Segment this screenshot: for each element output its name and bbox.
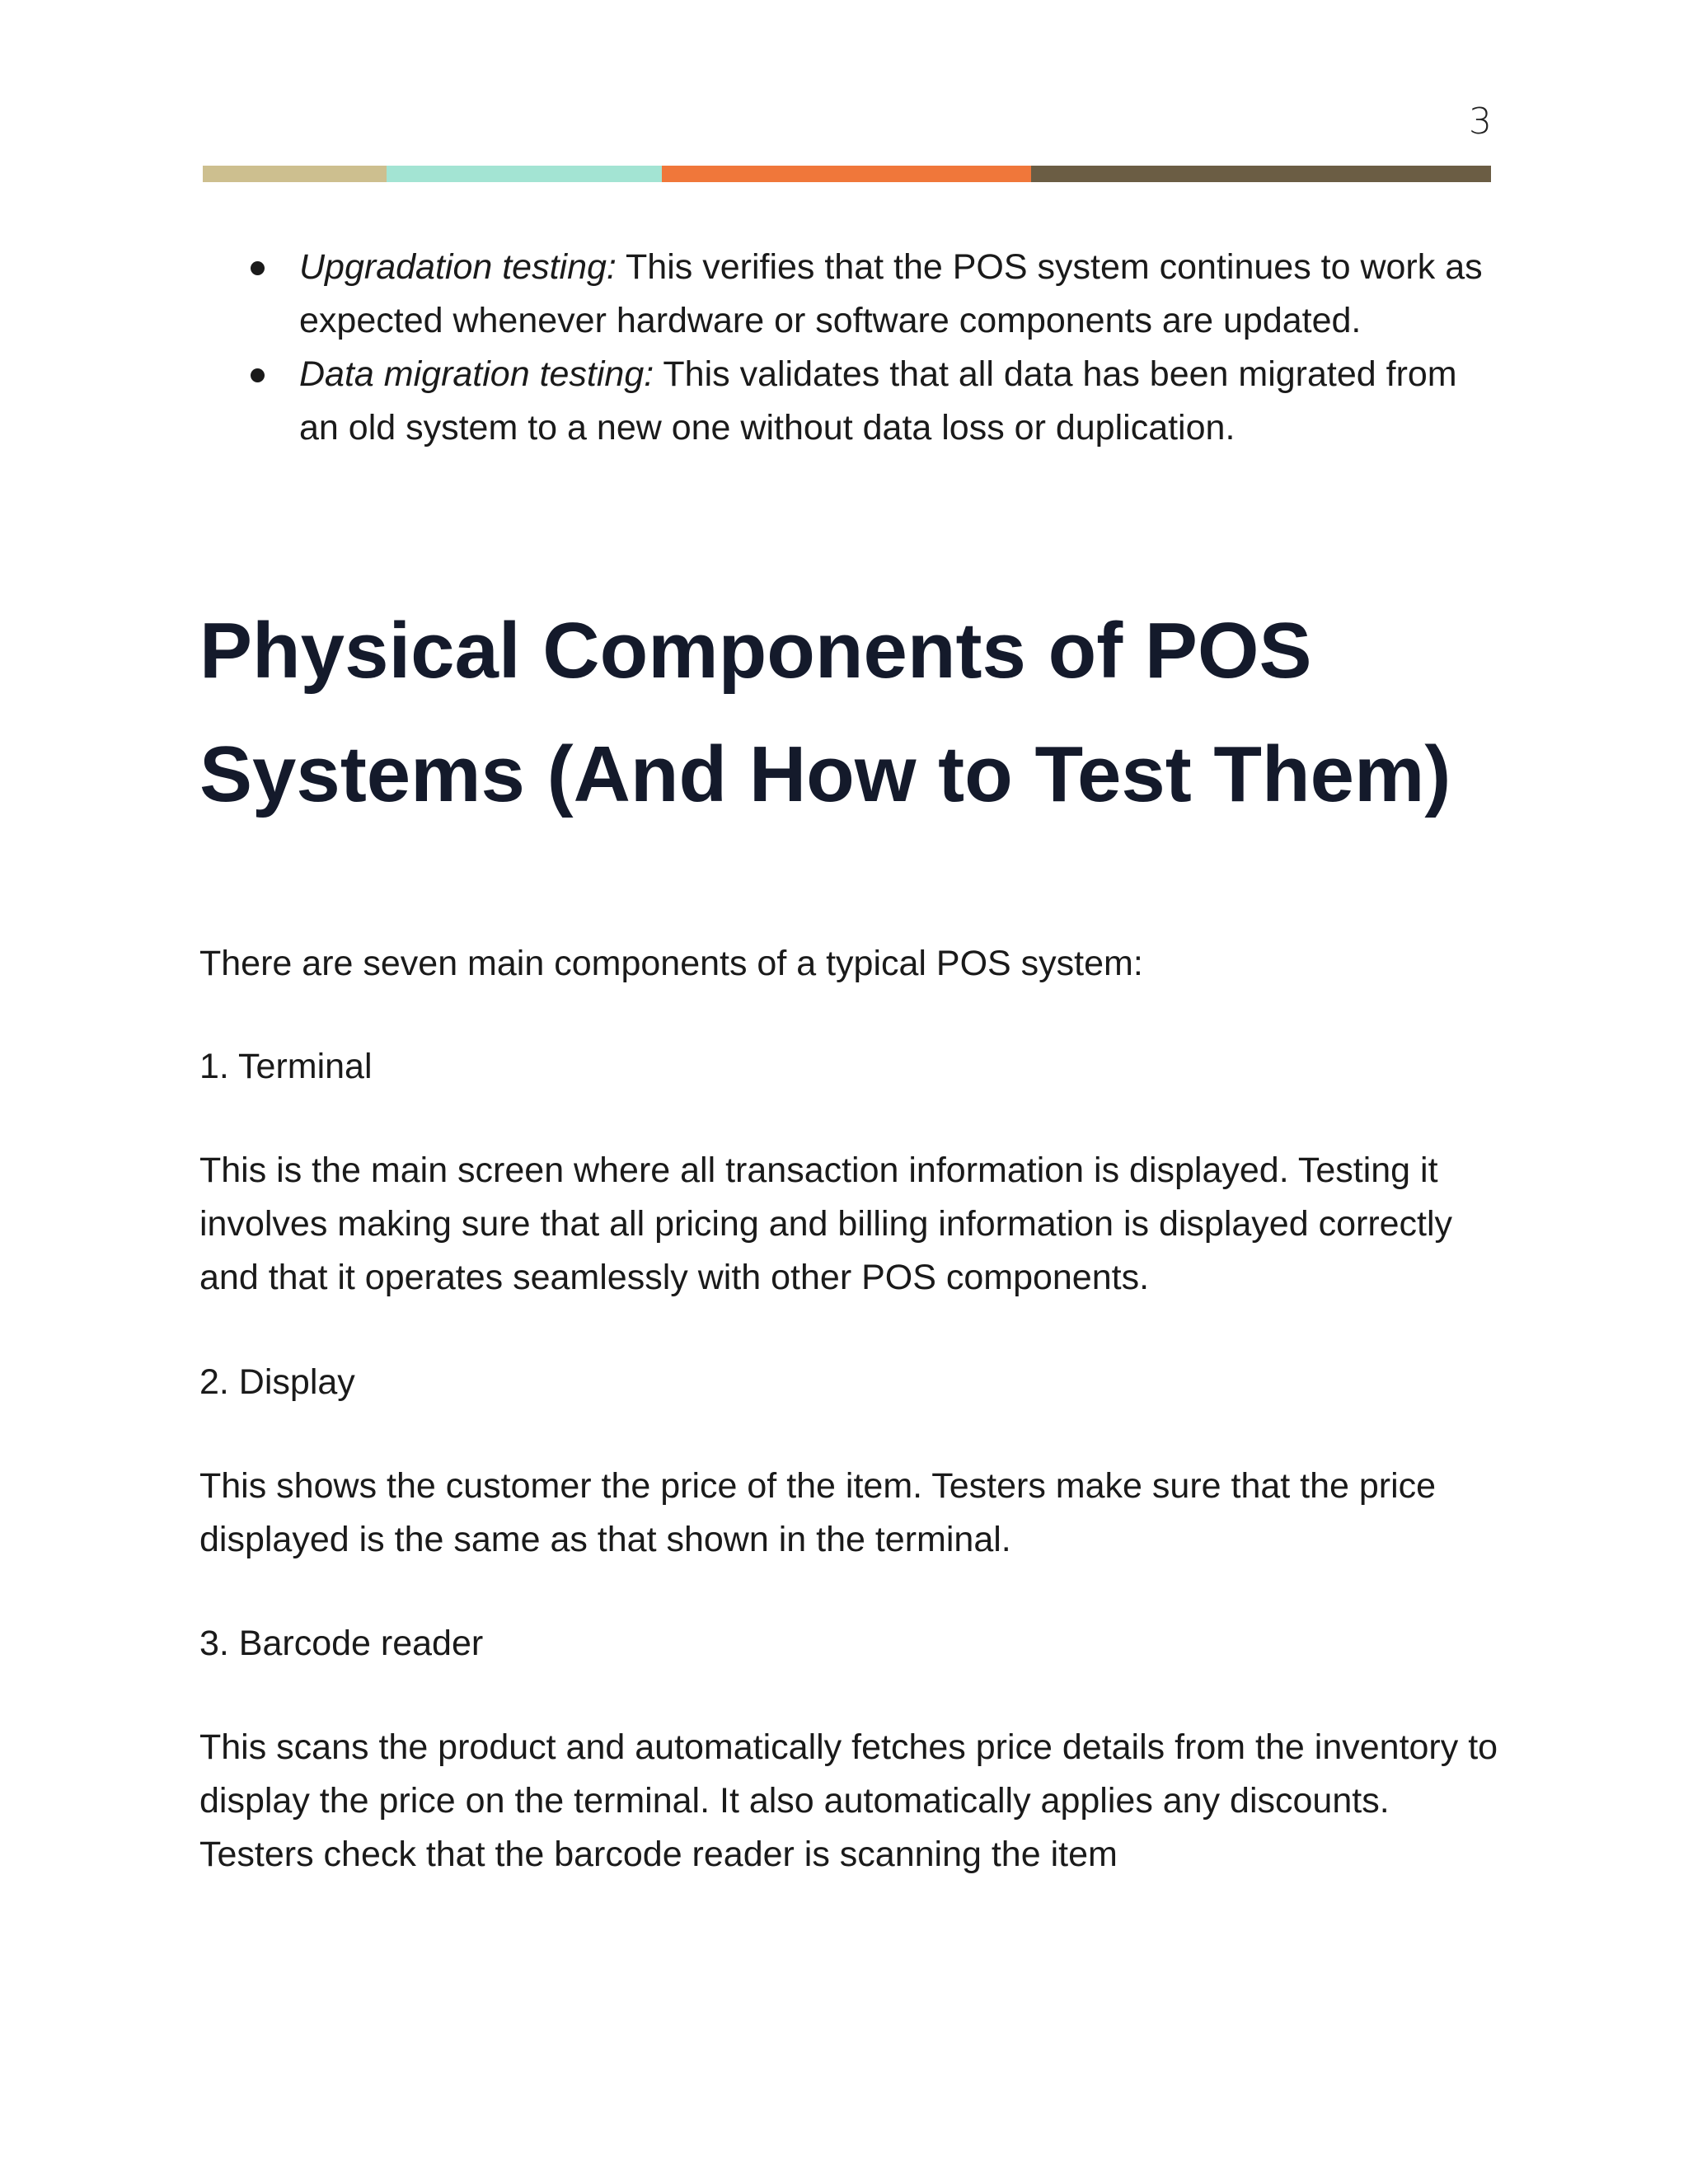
bullet-icon xyxy=(251,368,265,382)
color-bar-segment xyxy=(1031,166,1491,182)
component-title: 1. Terminal xyxy=(199,1047,373,1086)
component-description: This shows the customer the price of the item. Testers make sure that the price displayed is the same as that shown in the terminal. xyxy=(199,1466,1437,1559)
list-item-term: Data migration testing: xyxy=(299,354,654,394)
section-heading: Physical Components of POS Systems (And How to Test Them) xyxy=(199,607,1451,818)
list-item-text: This validates that all data has been migrated from an old system to a new one without data loss or duplication. xyxy=(299,354,1457,448)
component-title: 3. Barcode reader xyxy=(199,1624,484,1663)
color-bar-segment xyxy=(203,166,387,182)
testing-types-list xyxy=(247,241,1500,455)
color-bar-segment xyxy=(662,166,1031,182)
bullet-icon xyxy=(251,261,265,275)
list-item-text: This verifies that the POS system continues to work as expected whenever hardware or software components are updated. xyxy=(299,247,1483,340)
header-color-bar xyxy=(203,166,1491,182)
list-item-term: Upgradation testing: xyxy=(299,247,617,287)
list-item xyxy=(247,348,1500,455)
page-number: 3 xyxy=(1469,101,1492,143)
list-item xyxy=(247,241,1500,348)
intro-paragraph: There are seven main components of a typical POS system: xyxy=(199,944,1143,983)
component-description: This scans the product and automatically fetches price details from the inventory to display the price on the terminal. It also automatically applies any discounts. Testers check that the barcode reader is scanning the item xyxy=(199,1727,1498,1874)
color-bar-segment xyxy=(387,166,662,182)
component-title: 2. Display xyxy=(199,1362,355,1402)
component-description: This is the main screen where all transaction information is displayed. Testing it involves making sure that all pricing and billing information is displayed correctly and that it operates seamlessly with other POS components. xyxy=(199,1151,1453,1297)
